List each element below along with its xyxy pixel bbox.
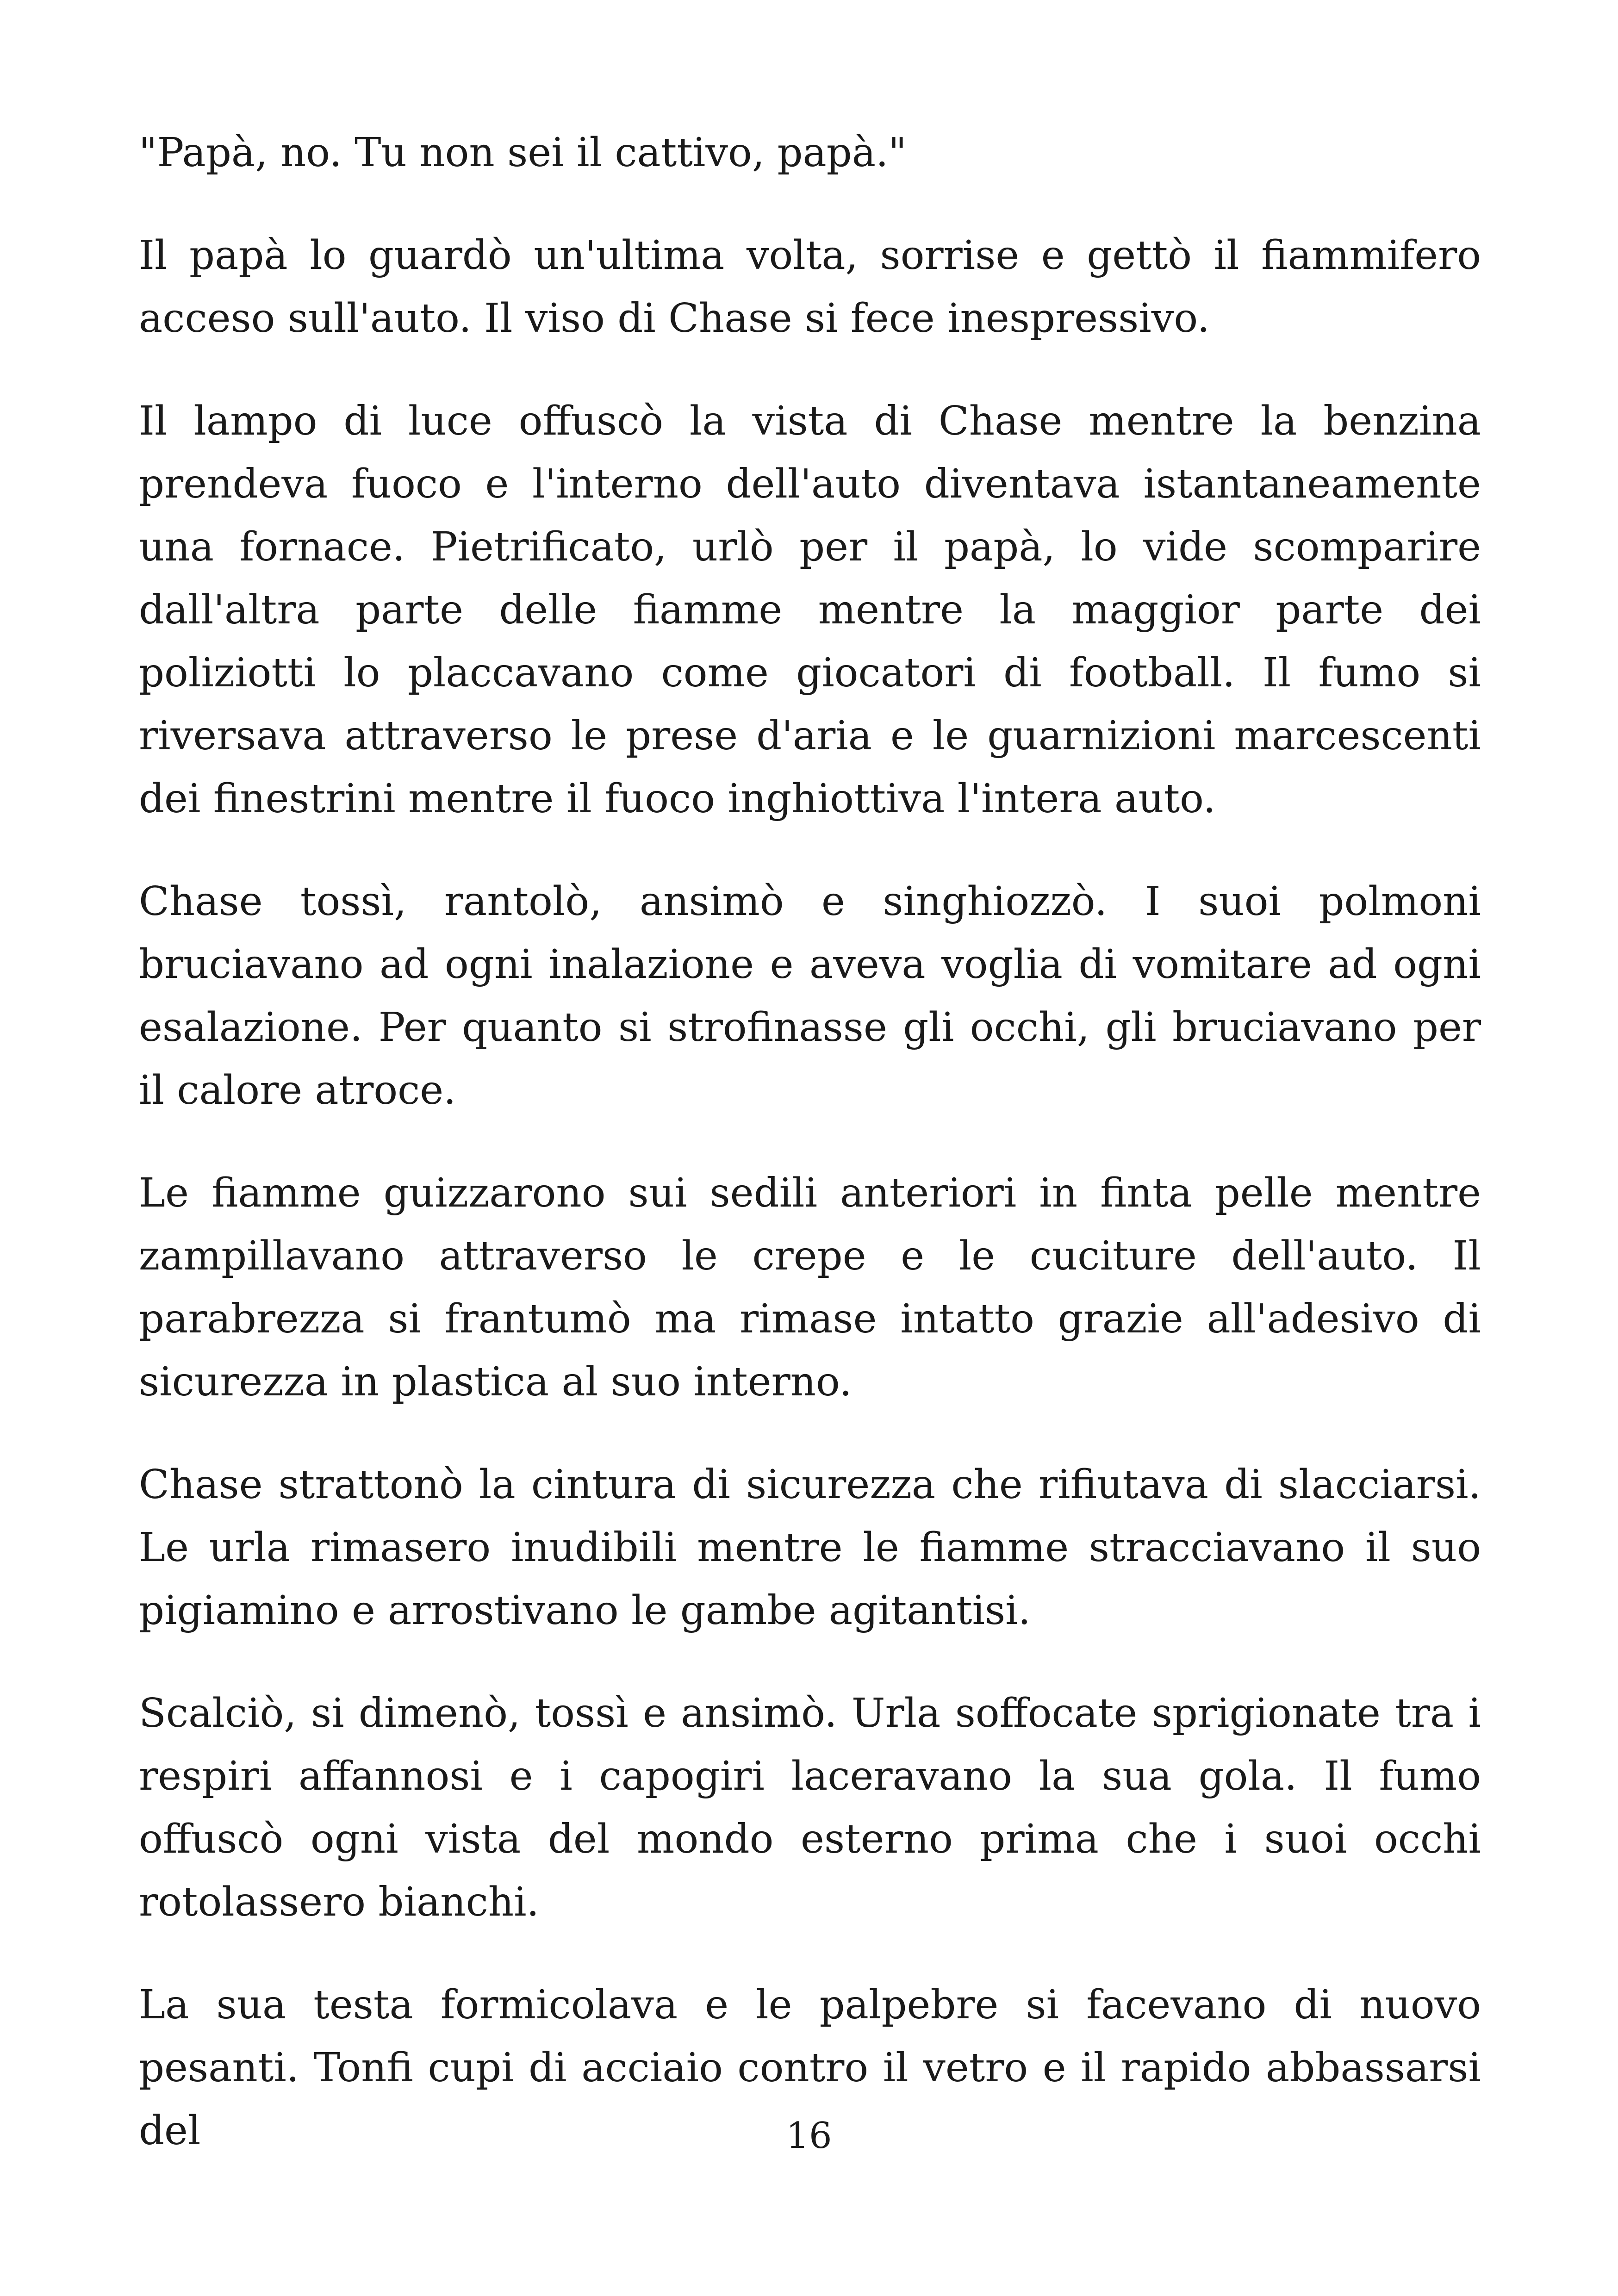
paragraph: Il papà lo guardò un'ultima volta, sorrise e gettò il fiammifero acceso sull'auto. Il viso di Chase si fece inespressivo. [139,232,1481,342]
paragraph: Le fiamme guizzarono sui sedili anteriori in finta pelle mentre zampillavano attraverso le crepe e le cuciture dell'auto. Il parabrezza si frantumò ma rimase intatto grazie all'adesivo di sicurezza in plastica al suo interno. [139,1170,1481,1405]
paragraph: Il lampo di luce offuscò la vista di Chase mentre la benzina prendeva fuoco e l'interno dell'auto diventava istantaneamente una fornace. Pietrificato, urlò per il papà, lo vide scomparire dall'altra parte delle fiamme mentre la maggior parte dei poliziotti lo placcavano come giocatori di football. Il fumo si riversava attraverso le prese d'aria e le guarnizioni marcescenti dei finestrini mentre il fuoco inghiottiva l'intera auto. [139,398,1481,822]
paragraph: La sua testa formicolava e le palpebre si facevano di nuovo pesanti. Tonfi cupi di acciaio contro il vetro e il rapido abbassarsi del [139,1982,1481,2154]
body-text [139,121,1481,2202]
paragraph: Chase tossì, rantolò, ansimò e singhiozzò. I suoi polmoni bruciavano ad ogni inalazione e aveva voglia di vomitare ad ogni esalazione. Per quanto si strofinasse gli occhi, gli bruciavano per il calore atroce. [139,878,1481,1114]
paragraph: Scalciò, si dimenò, tossì e ansimò. Urla soffocate sprigionate tra i respiri affannosi e i capogiri laceravano la sua gola. Il fumo offuscò ogni vista del mondo esterno prima che i suoi occhi rotolassero bianchi. [139,1690,1481,1925]
page-number: 16 [786,2115,832,2157]
paragraph: Chase strattonò la cintura di sicurezza che rifiutava di slacciarsi. Le urla rimasero inudibili mentre le fiamme stracciavano il suo pigiamino e arrostivano le gambe agitantisi. [139,1462,1481,1634]
paragraph: "Papà, no. Tu non sei il cattivo, papà." [139,130,907,176]
